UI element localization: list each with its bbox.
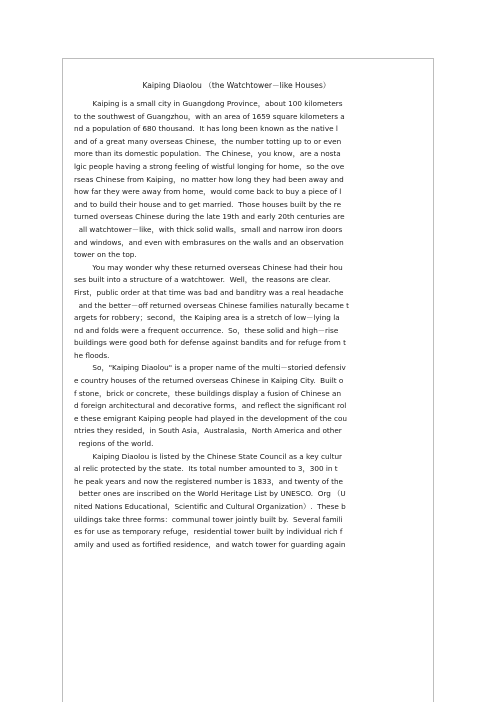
text-line: Kaiping is a small city in Guangdong Province，about 100 kilometers	[74, 99, 343, 108]
text-line: You may wonder why these returned overseas Chinese had their hou	[74, 262, 343, 272]
text-line: f stone，brick or concrete，these buildings display a fusion of Chinese an	[74, 388, 342, 398]
text-line: and to build their house and to get married. Those houses built by the re	[74, 199, 342, 209]
text-line: buildings were good both for defense against bandits and for refuge from t	[74, 338, 346, 348]
document-body	[74, 98, 422, 551]
text-line: al relic protected by the state. Its total number amounted to 3，300 in t	[74, 464, 338, 474]
text-line: rseas Chinese from Kaiping，no matter how long they had been away and	[74, 174, 344, 184]
text-line: and of a great many overseas Chinese，the number totting up to or even	[74, 136, 342, 146]
text-line: So，"Kaiping Diaolou" is a proper name of the multi－storied defensiv	[74, 363, 346, 373]
paragraph-4	[74, 451, 422, 552]
text-line: nd and folds were a frequent occurrence. So，these solid and high－rise	[74, 325, 339, 335]
text-line: ses built into a structure of a watchtower. Well，the reasons are clear.	[74, 275, 331, 285]
text-line: argets for robbery；second，the Kaiping area is a stretch of low－lying la	[74, 313, 340, 323]
text-line: better ones are inscribed on the World Heritage List by UNESCO. Org （U	[74, 489, 346, 499]
text-line: es for use as temporary refuge，residential tower built by individual rich f	[74, 527, 343, 537]
text-line: all watchtower－like，with thick solid walls，small and narrow iron doors	[74, 224, 343, 234]
document-title	[0, 71, 496, 91]
text-line: regions of the world.	[74, 439, 154, 449]
paragraph-2	[74, 262, 422, 363]
text-line: uildings take three forms：communal tower jointly built by. Several famili	[74, 514, 343, 524]
paragraph-3	[74, 362, 422, 450]
paragraph-1	[74, 98, 422, 262]
text-line: Kaiping Diaolou is listed by the Chinese State Council as a key cultur	[74, 451, 343, 461]
text-line: turned overseas Chinese during the late 19th and early 20th centuries are	[74, 212, 345, 222]
text-line: tower on the top.	[74, 250, 137, 260]
text-line: he peak years and now the registered number is 1833，and twenty of the	[74, 476, 344, 486]
document-title-text: Kaiping Diaolou （the Watchtower－like Houses）	[142, 81, 331, 90]
text-line: how far they were away from home，would come back to buy a piece of l	[74, 187, 342, 197]
text-line: e country houses of the returned overseas Chinese in Kaiping City. Built o	[74, 376, 344, 386]
text-line: and the better－off returned overseas Chinese families naturally became t	[74, 300, 349, 310]
text-line: more than its domestic population. The Chinese，you know，are a nosta	[74, 149, 341, 159]
text-line: lgic people having a strong feeling of wistful longing for home，so the ove	[74, 161, 345, 171]
text-line: to the southwest of Guangzhou，with an area of 1659 square kilometers a	[74, 111, 345, 121]
text-line: ntries they resided，in South Asia，Australasia，North America and other	[74, 426, 342, 436]
text-line: First，public order at that time was bad and banditry was a real headache	[74, 287, 344, 297]
text-line: amily and used as fortified residence，and watch tower for guarding again	[74, 539, 346, 549]
text-line: d foreign architectural and decorative forms，and reflect the significant rol	[74, 401, 347, 411]
text-line: he floods.	[74, 350, 110, 360]
text-line: e these emigrant Kaiping people had played in the development of the cou	[74, 413, 348, 423]
text-line: nited Nations Educational，Scientific and Cultural Organization）. These b	[74, 502, 346, 511]
text-line: nd a population of 680 thousand. It has long been known as the native l	[74, 124, 338, 134]
text-line: and windows，and even with embrasures on the walls and an observation	[74, 237, 344, 247]
